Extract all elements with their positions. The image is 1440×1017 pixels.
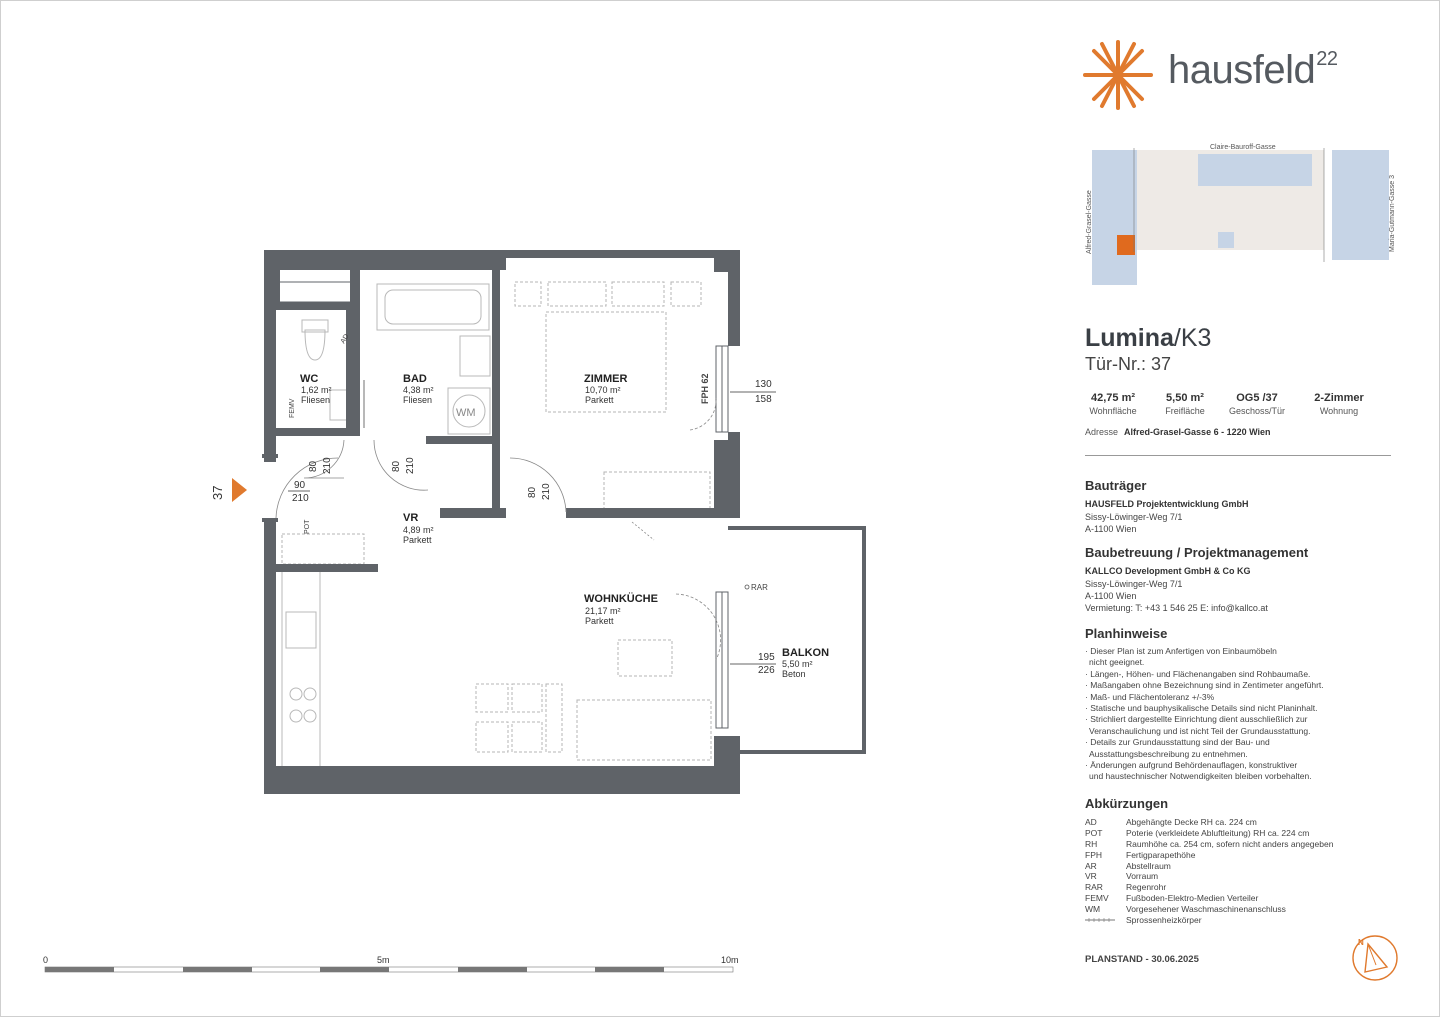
compass-icon: [1350, 933, 1400, 983]
svg-text:226: 226: [758, 665, 775, 676]
note-line: · Änderungen aufgrund Behördenauflagen, konstruktiver: [1085, 760, 1298, 771]
abkuerzungen-list: [1085, 817, 1333, 926]
room-wohnkueche-label: [584, 592, 658, 626]
divider: [1085, 455, 1391, 456]
svg-text:BAD: BAD: [403, 373, 427, 385]
svg-text:1,62 m²: 1,62 m²: [301, 385, 332, 395]
note-line: · Dieser Plan ist zum Anfertigen von Einbaumöbeln: [1085, 646, 1277, 656]
svg-text:WOHNKÜCHE: WOHNKÜCHE: [584, 593, 658, 605]
stat-living-area: 42,75 m² Wohnfläche: [1089, 392, 1137, 416]
femv-label: FEMV: [289, 398, 296, 418]
stat-rooms: 2-Zimmer Wohnung: [1314, 392, 1364, 416]
room-wc-label: [300, 373, 332, 405]
sun-logo-icon: [1080, 38, 1156, 114]
brand-wordmark: hausfeld$^{22}$: [1168, 48, 1338, 92]
planhinweise-title: Planhinweise: [1085, 626, 1168, 641]
planhinweise-list: [1085, 646, 1324, 783]
pot-label: POT: [304, 519, 311, 534]
baubetreuung-company: KALLCO Development GmbH & Co KG: [1085, 566, 1251, 576]
abbr-row: FEMV Fußboden-Elektro-Medien Verteiler: [1085, 893, 1259, 904]
note-line: · Strichliert dargestellte Einrichtung dient ausschließlich zur: [1085, 714, 1308, 725]
abbr-row: Sprossenheizkörper: [1085, 915, 1333, 926]
svg-text:130: 130: [755, 379, 772, 390]
svg-text:158: 158: [755, 394, 772, 405]
note-line: · Längen-, Höhen- und Flächenangaben sind Rohbaumaße.: [1085, 668, 1311, 679]
windows: [276, 282, 728, 728]
svg-text:Parkett: Parkett: [585, 395, 614, 405]
svg-text:90: 90: [294, 480, 306, 491]
svg-text:Parkett: Parkett: [585, 616, 614, 626]
svg-text:210: 210: [292, 493, 309, 504]
svg-text:210: 210: [322, 457, 333, 474]
room-bad-label: [403, 373, 434, 405]
street-top: Claire-Bauroff-Gasse: [1210, 144, 1276, 151]
wm-label: WM: [456, 407, 476, 419]
room-vr-label: [403, 512, 434, 545]
scale-bar: [43, 955, 739, 972]
door-number-title: Tür-Nr.: 37: [1085, 354, 1172, 374]
scale-start: 0: [43, 955, 49, 965]
bautraeger-city: A-1100 Wien: [1085, 524, 1137, 534]
rar-marker: [745, 585, 749, 589]
street-right: Maria-Gutmann-Gasse 3: [1389, 174, 1396, 252]
compass-north: N: [1358, 938, 1364, 947]
note-line: Veranschaulichung und ist nicht Teil der Grundausstattung.: [1089, 725, 1311, 736]
svg-text:5,50 m²: 5,50 m²: [782, 659, 813, 669]
address: Adresse Alfred-Grasel-Gasse 6 - 1220 Wien: [1085, 427, 1271, 437]
brand-logo: [1080, 38, 1400, 118]
street-left: Alfred-Grasel-Gasse: [1086, 190, 1093, 254]
note-line: Ausstattungsbeschreibung zu entnehmen.: [1089, 748, 1248, 759]
note-line: nicht geeignet.: [1089, 657, 1145, 668]
apartment-stats: [1084, 392, 1384, 422]
note-line: · Details zur Grundausstattung sind der Bau- und: [1085, 737, 1270, 748]
svg-text:80: 80: [527, 486, 538, 498]
stat-outdoor-area: 5,50 m² Freifläche: [1165, 392, 1205, 416]
note-line: · Maß- und Flächentoleranz +/-3%: [1085, 691, 1215, 702]
entry-arrow-icon: [232, 478, 247, 502]
abbr-row: AR Abstellraum: [1085, 860, 1171, 871]
bautraeger-title: Bauträger: [1085, 478, 1147, 493]
abbr-row: FPH Fertigparapethöhe: [1085, 849, 1196, 860]
svg-text:WC: WC: [300, 373, 319, 385]
building-title: Lumina/K3: [1085, 324, 1212, 352]
site-plan: [1084, 140, 1399, 290]
svg-text:Beton: Beton: [782, 669, 806, 679]
abbr-row: RAR Regenrohr: [1085, 882, 1167, 893]
svg-text:VR: VR: [403, 512, 419, 524]
entry-door-number: 37: [210, 485, 225, 500]
bautraeger-street: Sissy-Löwinger-Weg 7/1: [1085, 512, 1183, 522]
room-zimmer-label: [584, 373, 627, 405]
abbr-row: VR Vorraum: [1085, 871, 1159, 882]
stat-floor-door: OG5 /37 Geschoss/Tür: [1228, 392, 1286, 416]
svg-text:21,17 m²: 21,17 m²: [585, 606, 621, 616]
abbr-row: RH Raumhöhe ca. 254 cm, sofern nicht anders angegeben: [1085, 838, 1334, 849]
svg-text:80: 80: [308, 460, 319, 472]
svg-text:Parkett: Parkett: [403, 535, 432, 545]
scale-end: 10m: [721, 955, 739, 965]
note-line: · Statische und bauphysikalische Details sind nicht Planinhalt.: [1085, 703, 1318, 714]
abbr-row: POT Poterie (verkleidete Abluftleitung) RH ca. 224 cm: [1085, 827, 1310, 838]
svg-text:4,38 m²: 4,38 m²: [403, 385, 434, 395]
svg-text:80: 80: [391, 460, 402, 472]
rar-label: RAR: [751, 583, 768, 592]
baubetreuung-title: Baubetreuung / Projektmanagement: [1085, 545, 1309, 560]
svg-text:210: 210: [405, 457, 416, 474]
svg-text:FPH 62: FPH 62: [700, 373, 710, 404]
svg-text:Fliesen: Fliesen: [301, 395, 331, 405]
svg-text:10,70 m²: 10,70 m²: [585, 385, 621, 395]
scale-mid: 5m: [377, 955, 390, 965]
fixtures: [268, 284, 490, 768]
walls: [262, 250, 866, 794]
svg-text:BALKON: BALKON: [782, 647, 830, 659]
svg-text:Fliesen: Fliesen: [403, 395, 433, 405]
baubetreuung-street: Sissy-Löwinger-Weg 7/1: [1085, 579, 1183, 589]
note-line: und haustechnischer Notwendigkeiten bleiben vorbehalten.: [1089, 771, 1312, 782]
ad-label: AD: [339, 333, 351, 345]
baubetreuung-city: A-1100 Wien: [1085, 591, 1137, 601]
planstand: PLANSTAND - 30.06.2025: [1085, 954, 1199, 965]
abbr-row: WM Vorgesehener Waschmaschinenanschluss: [1085, 904, 1286, 915]
svg-text:195: 195: [758, 652, 775, 663]
note-line: · Maßangaben ohne Bezeichnung sind in Zentimeter angeführt.: [1085, 680, 1324, 691]
abbr-row: AD Abgehängte Decke RH ca. 224 cm: [1085, 817, 1257, 827]
abkuerzungen-title: Abkürzungen: [1085, 796, 1169, 811]
svg-text:ZIMMER: ZIMMER: [584, 373, 628, 385]
svg-text:4,89 m²: 4,89 m²: [403, 525, 434, 535]
svg-text:210: 210: [541, 483, 552, 500]
baubetreuung-contact: Vermietung: T: +43 1 546 25 E: info@kallco.at: [1085, 603, 1268, 613]
bautraeger-company: HAUSFELD Projektentwicklung GmbH: [1085, 499, 1249, 509]
radiator-icon: [1085, 915, 1126, 926]
room-balkon-label: [782, 647, 829, 679]
